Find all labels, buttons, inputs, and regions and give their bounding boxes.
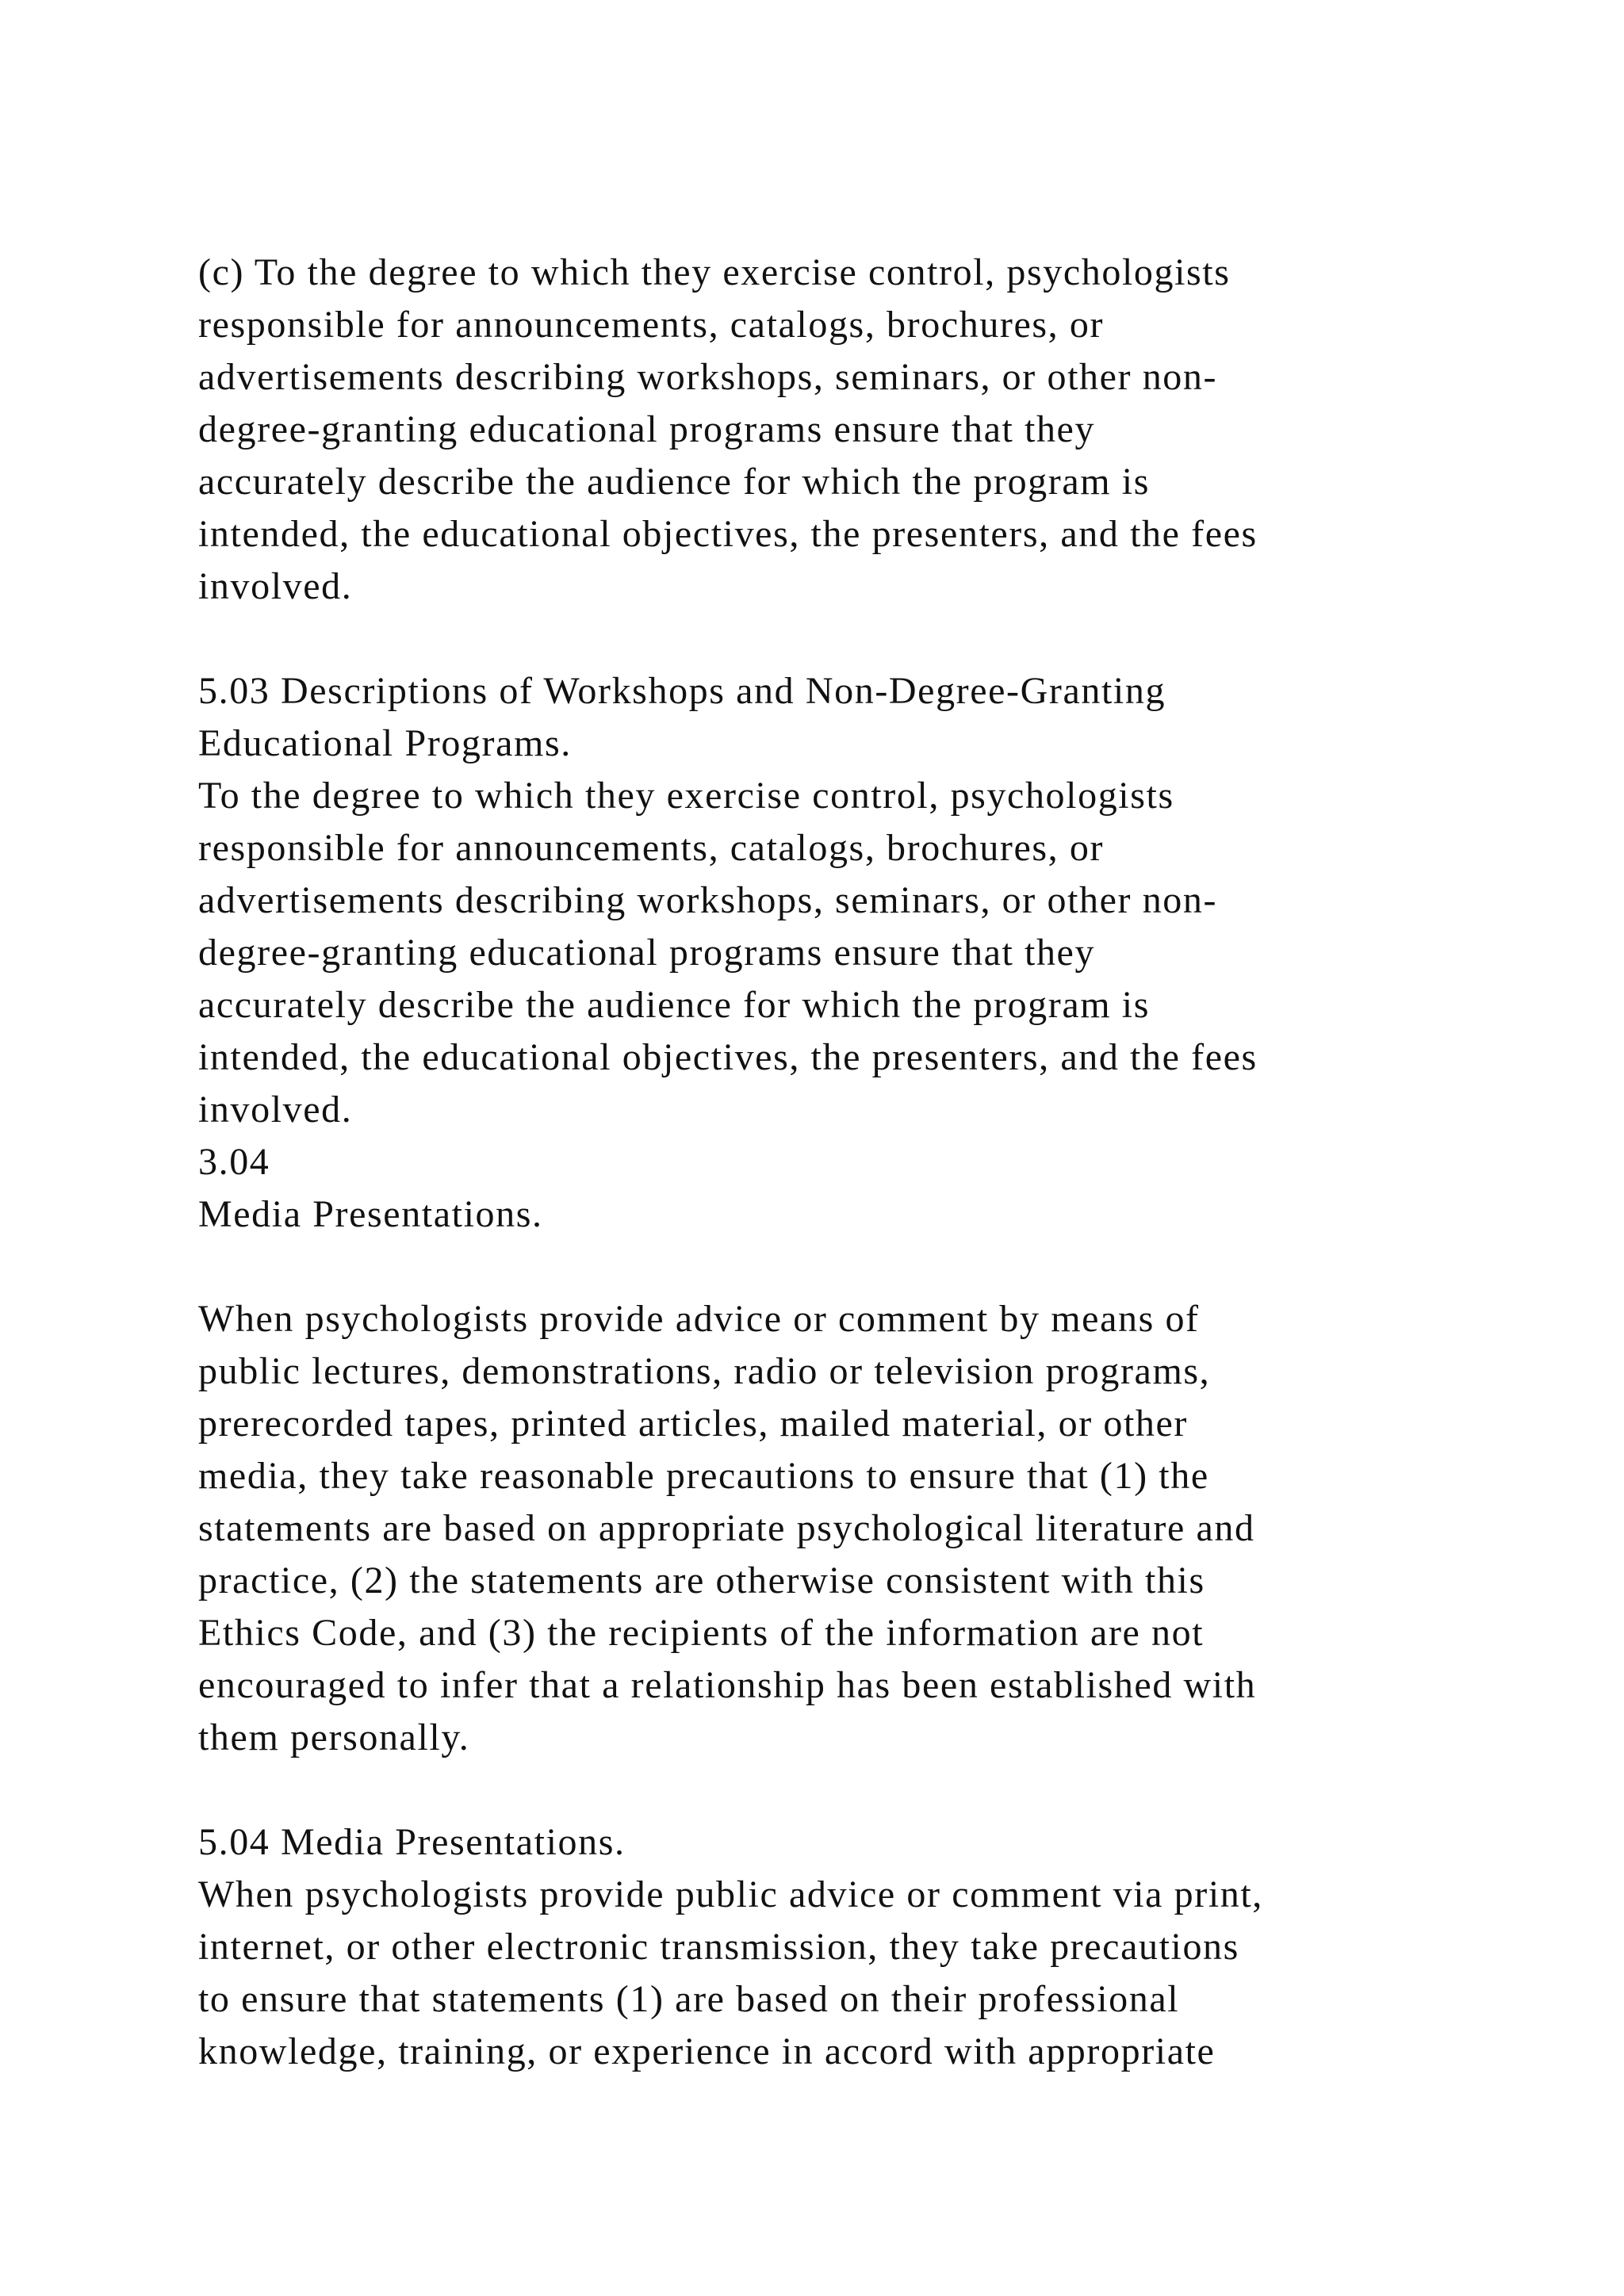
text-line: encouraged to infer that a relationship has been established with xyxy=(198,1664,1257,1706)
text-line: knowledge, training, or experience in accord with appropriate xyxy=(198,2030,1216,2072)
text-line: to ensure that statements (1) are based on their professional xyxy=(198,1978,1180,2020)
text-line: responsible for announcements, catalogs, brochures, or xyxy=(198,827,1105,869)
text-line: (c) To the degree to which they exercise control, psychologists xyxy=(198,251,1231,293)
text-line: prerecorded tapes, printed articles, mailed material, or other xyxy=(198,1402,1189,1445)
blank-line xyxy=(198,1241,1530,1293)
document-text xyxy=(198,247,1530,2078)
text-line: them personally. xyxy=(198,1716,470,1758)
text-line: responsible for announcements, catalogs, brochures, or xyxy=(198,304,1105,346)
blank-line xyxy=(198,1764,1530,1816)
text-line: degree-granting educational programs ensure that they xyxy=(198,932,1096,974)
text-line: When psychologists provide public advice or comment via print, xyxy=(198,1873,1263,1915)
text-line: Ethics Code, and (3) the recipients of the information are not xyxy=(198,1612,1205,1654)
section-heading: Educational Programs. xyxy=(198,722,572,764)
text-line: media, they take reasonable precautions to ensure that (1) the xyxy=(198,1455,1209,1497)
text-line: internet, or other electronic transmission, they take precautions xyxy=(198,1926,1239,1968)
text-line: advertisements describing workshops, seminars, or other non- xyxy=(198,879,1218,921)
text-line: When psychologists provide advice or comment by means of xyxy=(198,1298,1200,1340)
blank-line xyxy=(198,613,1530,665)
text-line: statements are based on appropriate psychological literature and xyxy=(198,1507,1255,1549)
text-line: intended, the educational objectives, the presenters, and the fees xyxy=(198,513,1258,555)
section-heading: 5.03 Descriptions of Workshops and Non-Degree-Granting xyxy=(198,670,1166,712)
text-line: degree-granting educational programs ensure that they xyxy=(198,408,1096,450)
text-line: practice, (2) the statements are otherwise consistent with this xyxy=(198,1559,1205,1601)
text-line: To the degree to which they exercise control, psychologists xyxy=(198,775,1174,817)
text-line: involved. xyxy=(198,565,353,607)
section-heading: Media Presentations. xyxy=(198,1193,543,1235)
text-line: accurately describe the audience for which the program is xyxy=(198,461,1151,503)
text-line: involved. xyxy=(198,1089,353,1131)
text-line: intended, the educational objectives, the presenters, and the fees xyxy=(198,1036,1258,1078)
text-line: public lectures, demonstrations, radio or television programs, xyxy=(198,1350,1211,1392)
text-line: accurately describe the audience for which the program is xyxy=(198,984,1151,1026)
section-number: 3.04 xyxy=(198,1141,270,1183)
text-line: advertisements describing workshops, seminars, or other non- xyxy=(198,356,1218,398)
section-heading: 5.04 Media Presentations. xyxy=(198,1821,626,1863)
